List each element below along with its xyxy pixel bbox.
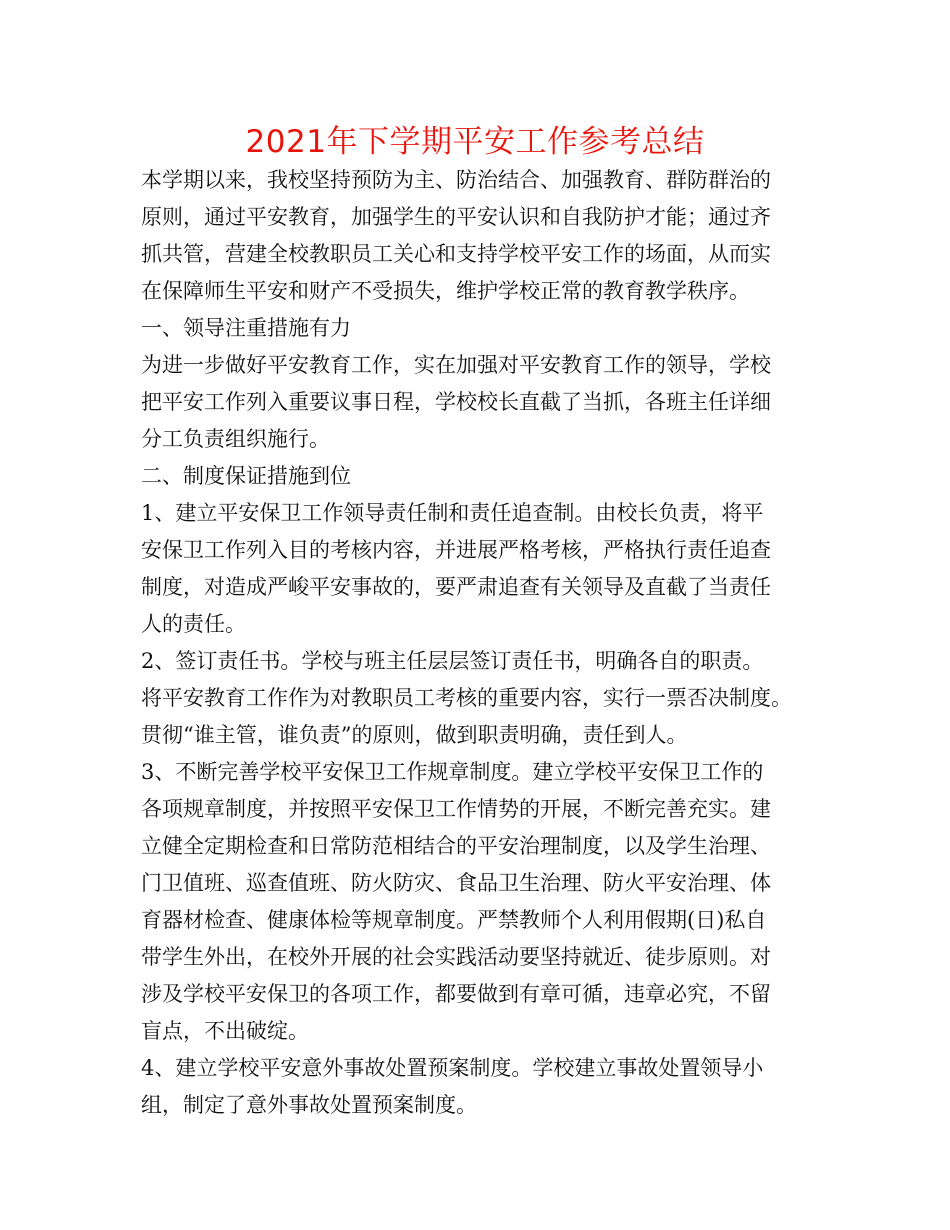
- body-line: 立健全定期检查和日常防范相结合的平安治理制度，以及学生治理、: [141, 834, 771, 858]
- body-line: 门卫值班、巡查值班、防火防灾、食品卫生治理、防火平安治理、体: [141, 871, 771, 895]
- body-line: 本学期以来，我校坚持预防为主、防治结合、加强教育、群防群治的: [141, 168, 771, 192]
- body-line: 各项规章制度，并按照平安保卫工作情势的开展，不断完善充实。建: [141, 797, 771, 821]
- body-line: 制度，对造成严峻平安事故的，要严肃追查有关领导及直截了当责任: [141, 575, 771, 599]
- body-line: 3、不断完善学校平安保卫工作规章制度。建立学校平安保卫工作的: [141, 760, 764, 784]
- body-line: 为进一步做好平安教育工作，实在加强对平安教育工作的领导，学校: [141, 353, 771, 377]
- body-line: 把平安工作列入重要议事日程，学校校长直截了当抓，各班主任详细: [141, 390, 771, 414]
- section-heading: 二、制度保证措施到位: [141, 464, 351, 488]
- body-line: 4、建立学校平安意外事故处置预案制度。学校建立事故处置领导小: [141, 1056, 764, 1080]
- body-line: 涉及学校平安保卫的各项工作，都要做到有章可循，违章必究，不留: [141, 982, 771, 1006]
- body-line: 人的责任。: [141, 612, 246, 636]
- body-line: 分工负责组织施行。: [141, 427, 330, 451]
- section-heading: 一、领导注重措施有力: [141, 316, 351, 340]
- body-line: 贯彻“谁主管，谁负责”的原则，做到职责明确，责任到人。: [141, 723, 688, 747]
- body-line: 带学生外出，在校外开展的社会实践活动要坚持就近、徒步原则。对: [141, 945, 771, 969]
- body-line: 安保卫工作列入目的考核内容，并进展严格考核，严格执行责任追查: [141, 538, 771, 562]
- body-line: 组，制定了意外事故处置预案制度。: [141, 1093, 477, 1117]
- body-line: 盲点，不出破绽。: [141, 1019, 309, 1043]
- document-body: [141, 162, 821, 1124]
- body-line: 原则，通过平安教育，加强学生的平安认识和自我防护才能；通过齐: [141, 205, 771, 229]
- body-line: 育器材检查、健康体检等规章制度。严禁教师个人利用假期(日)私自: [141, 908, 767, 932]
- body-line: 抓共管，营建全校教职员工关心和支持学校平安工作的场面，从而实: [141, 242, 771, 266]
- body-line: 1、建立平安保卫工作领导责任制和责任追查制。由校长负责，将平: [141, 501, 764, 525]
- body-line: 在保障师生平安和财产不受损失，维护学校正常的教育教学秩序。: [141, 279, 750, 303]
- body-line: 将平安教育工作作为对教职员工考核的重要内容，实行一票否决制度。: [141, 686, 792, 710]
- document-title: 2021年下学期平安工作参考总结: [245, 124, 705, 160]
- body-line: 2、签订责任书。学校与班主任层层签订责任书，明确各自的职责。: [141, 649, 764, 673]
